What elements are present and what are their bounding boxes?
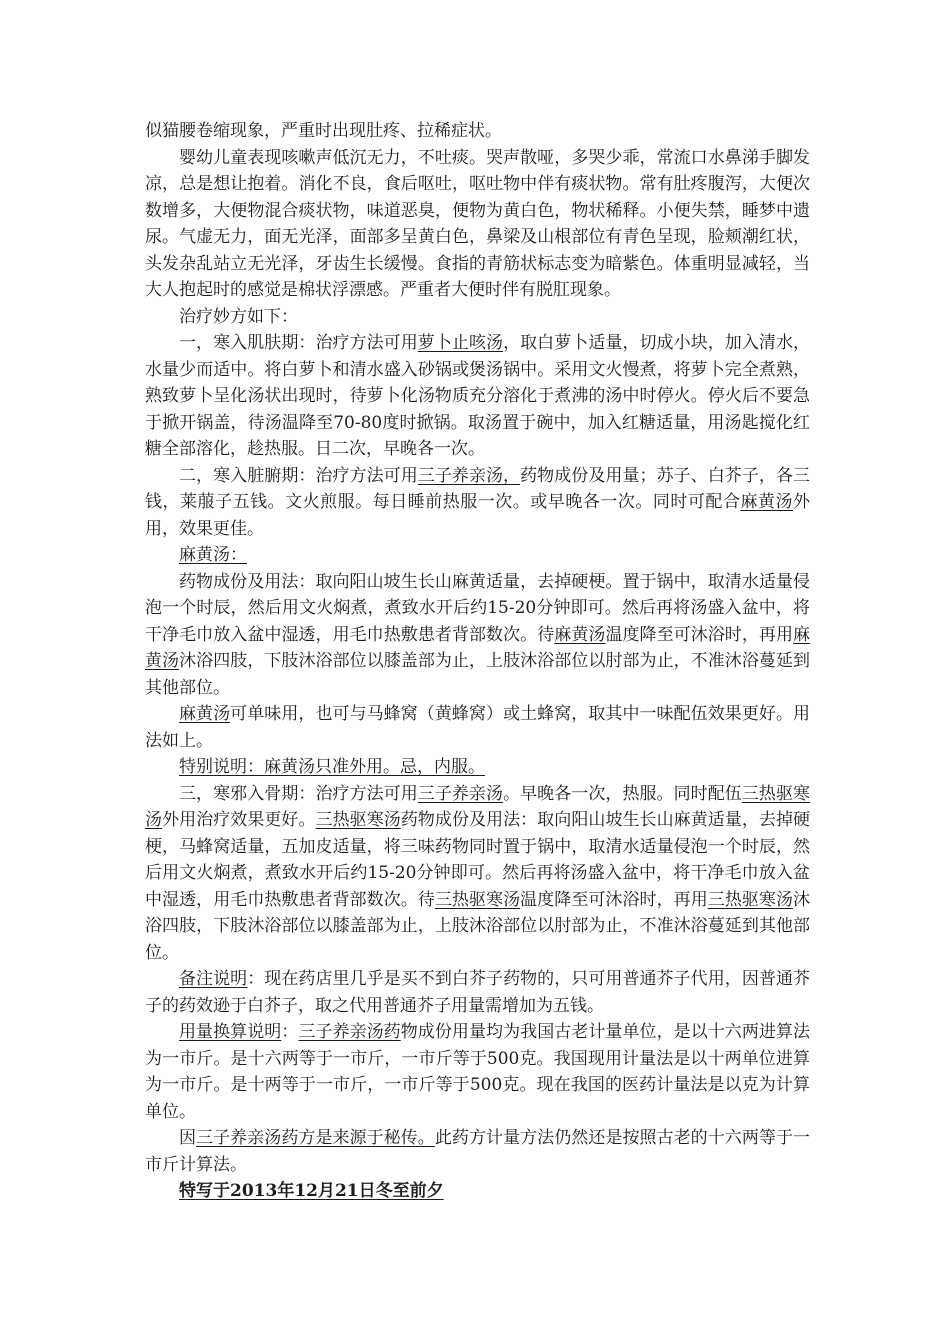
underlined-term: 特别说明：麻黄汤只准外用。忌，内服。 <box>179 757 485 777</box>
text-run: 一，寒入肌肤期：治疗方法可用 <box>179 333 418 353</box>
text-run: 药物成份及用量；苏子、白芥子，各三钱，莱菔子五钱。文火煎服。每日睡前热服一次。或早晚各一次。同时可配合 <box>145 465 811 512</box>
underlined-term: 三子养亲汤药方是来源于秘传。 <box>196 1128 435 1148</box>
underlined-term: 三热驱寒汤 <box>145 783 811 830</box>
paragraph-p7 <box>145 569 810 702</box>
text-run: ：现在药店里几乎是买不到白芥子药物的，只可用普通芥子代用，因普通芥子的药效逊于白芥子，取之代用普通芥子用量需增加为五钱。 <box>145 969 811 1016</box>
text-run: 婴幼儿童表现咳嗽声低沉无力，不吐痰。哭声散哑，多哭少乖，常流口水鼻涕手脚发凉，总是想让抱着。消化不良，食后呕吐，呕吐物中伴有痰状物。常有肚疼腹泻，大便次数增多，大便物混合痰状物，味道恶臭，便物为黄白色，物状稀释。小便失禁，睡梦中遗尿。气虚无力，面无光泽，面部多呈黄白色，鼻梁及山根部位有青色呈现，脸颊潮红状，头发杂乱站立无光泽，牙齿生长缓慢。食指的青筋状标志变为暗紫色。体重明显减轻，当大人抱起时的感觉是棉状浮漂感。严重者大便时伴有脱肛现象。 <box>145 147 810 300</box>
text-run: ，取白萝卜适量，切成小块，加入清水，水量少而适中。将白萝卜和清水盛入砂锅或煲汤锅中。采用文火慢煮，将萝卜完全煮熟，熟致萝卜呈化汤状出现时，待萝卜化汤物质充分溶化于煮沸的汤中时停火。停火后不要急于掀开锅盖，待汤温降至70-80度时掀锅。取汤置于碗中，加入红糖适量，用汤匙搅化红糖全部溶化，趁热服。日二次，早晚各一次。 <box>145 333 811 459</box>
paragraph-p6 <box>145 542 810 569</box>
paragraph-p5 <box>145 463 810 543</box>
paragraph-p9 <box>145 754 810 781</box>
paragraph-p10 <box>145 781 810 967</box>
underlined-term: 三子养亲汤 <box>417 783 504 804</box>
underlined-term: 备注说明 <box>179 969 248 989</box>
text-run: 可单味用，也可与马蜂窝（黄蜂窝）或土蜂窝，取其中一味配伍效果更好。用法如上。 <box>145 704 811 751</box>
text-run: 外用治疗效果更好。 <box>162 810 316 830</box>
paragraph-p3 <box>145 304 810 331</box>
text-run: 因 <box>179 1128 197 1148</box>
text-run: 物成份用量均为我国古老计量单位，是以十六两进算法为一市斤。是十六两等于一市斤，一市斤等于500克。我国现用计量法是以十两单位进算为一市斤。是十两等于一市斤，一市斤等于500克。现在我国的医药计量法是以克为计算单位。 <box>145 1022 811 1122</box>
text-run: 此药方计量方法仍然还是按照古老的十六两等于一市斤计算法。 <box>145 1128 811 1175</box>
text-run: 三，寒邪入骨期：治疗方法可用 <box>179 783 418 804</box>
text-run: 药物成份及用法：取向阳山坡生长山麻黄适量，去掉硬梗。置于锅中，取清水适量侵泡一个时辰，然后用文火焖煮，煮致水开后约15-20分钟即可。然后再将汤盛入盆中，将干净毛巾放入盆中湿透，用毛巾热敷患者背部数次。待 <box>145 571 810 645</box>
text-run: ： <box>281 1022 299 1042</box>
underlined-term: 三热驱寒汤 <box>707 889 794 910</box>
text-run: 沐浴四肢，下肢沐浴部位以膝盖部为止，上肢沐浴部位以肘部为止，不准沐浴蔓延到其他部位。 <box>145 889 811 963</box>
text-run: 外用，效果更佳。 <box>145 492 811 539</box>
document-page <box>145 118 810 1205</box>
paragraph-p13 <box>145 1125 810 1178</box>
paragraph-p2 <box>145 145 810 304</box>
underlined-term: 麻黄汤 <box>179 704 231 724</box>
underlined-term: 三子养亲汤， <box>417 465 521 486</box>
document-footer <box>145 1178 810 1205</box>
underlined-term: 萝卜止咳汤 <box>417 333 504 353</box>
underlined-term: 用量换算说明 <box>179 1022 282 1042</box>
text-run: 温度降至可沐浴时，再用 <box>605 624 794 645</box>
paragraph-p12 <box>145 1019 810 1125</box>
paragraph-p4 <box>145 330 810 463</box>
underlined-term: 三热驱寒汤 <box>315 810 401 830</box>
text-run: 二，寒入脏腑期：治疗方法可用 <box>179 465 418 486</box>
text-run: 温度降至可沐浴时，再用 <box>520 889 708 910</box>
underlined-term: 麻黄汤 <box>740 492 794 512</box>
underlined-term: 三热驱寒汤 <box>434 889 521 910</box>
underlined-term: 麻黄汤 <box>554 624 606 645</box>
document-body <box>145 118 810 1178</box>
text-run: 。早晚各一次，热服。同时配伍 <box>503 783 742 804</box>
paragraph-p1 <box>145 118 810 145</box>
text-run: 似猫腰卷缩现象，严重时出现肚疼、拉稀症状。 <box>145 121 502 141</box>
text-run: 药物成份及用法：取向阳山坡生长山麻黄适量，去掉硬梗，马蜂窝适量，五加皮适量，将三味药物同时置于锅中，取清水适量侵泡一个时辰，然后用文火焖煮，煮致水开后约15-20分钟即可。然后再将汤盛入盆中，将干净毛巾放入盆中湿透，用毛巾热敷患者背部数次。待 <box>145 810 811 910</box>
text-run: 沐浴四肢，下肢沐浴部位以膝盖部为止，上肢沐浴部位以肘部为止，不准沐浴蔓延到其他部位。 <box>145 651 811 698</box>
underlined-term: 三子养亲汤药 <box>298 1022 401 1042</box>
paragraph-p11 <box>145 966 810 1019</box>
paragraph-p8 <box>145 701 810 754</box>
underlined-term: 麻黄汤： <box>179 545 247 565</box>
text-run: 治疗妙方如下： <box>179 306 298 327</box>
footer-signature: 特写于2013年12月21日冬至前夕 <box>179 1181 444 1201</box>
underlined-term: 麻黄汤 <box>145 624 811 671</box>
